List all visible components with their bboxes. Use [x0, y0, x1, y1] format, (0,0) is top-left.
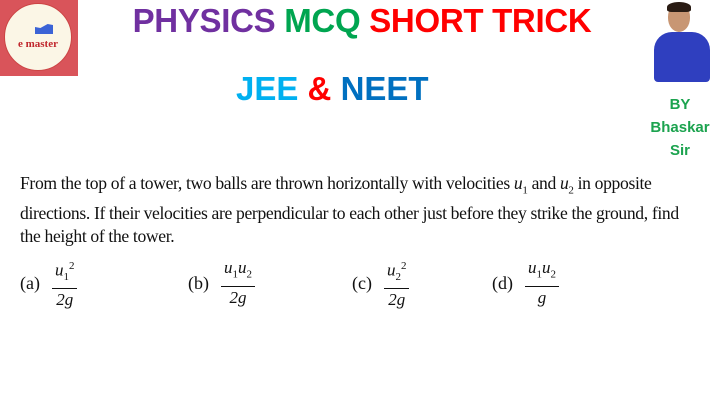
- option-a[interactable]: [20, 257, 77, 309]
- logo-text: e master: [17, 38, 58, 50]
- question-part1: From the top of a tower, two balls are thrown horizontally with velocities: [20, 173, 514, 193]
- exam-subtitle: [236, 70, 429, 108]
- subtitle-amp: &: [307, 70, 332, 107]
- fraction: [221, 257, 255, 308]
- fraction: [525, 257, 559, 308]
- subscript: 2: [395, 271, 401, 284]
- question-text: [20, 172, 680, 247]
- denominator: g: [537, 287, 547, 307]
- var-u: u: [513, 173, 523, 193]
- fraction: [384, 255, 410, 311]
- numerator-2: u: [238, 258, 247, 278]
- option-label: (c): [352, 272, 372, 293]
- author-title: Sir: [669, 142, 690, 159]
- denominator: 2g: [56, 290, 74, 310]
- denominator: 2g: [388, 290, 406, 310]
- subscript: 1: [536, 268, 542, 281]
- option-c[interactable]: [352, 257, 409, 309]
- superscript: 2: [68, 259, 75, 272]
- question-part2: in opposite directions. If their velocities are perpendicular to each other just before they strike the ground, find the height of the tower.: [20, 173, 679, 246]
- subscript: 1: [232, 268, 238, 281]
- subscript-2: 2: [550, 268, 556, 281]
- option-label: (a): [20, 272, 40, 293]
- option-b[interactable]: [188, 257, 255, 309]
- subscript: 1: [63, 271, 69, 284]
- author-credit: [640, 93, 720, 162]
- subscript-2: 2: [246, 268, 252, 281]
- options-row: [0, 257, 720, 317]
- title-mcq: MCQ: [284, 2, 361, 39]
- title-short-trick: SHORT TRICK: [369, 2, 592, 39]
- sub-2: 2: [568, 184, 574, 197]
- author-by: BY: [669, 96, 691, 113]
- denominator: 2g: [229, 287, 247, 307]
- numerator: u: [54, 260, 64, 280]
- author-name: Bhaskar: [650, 119, 710, 136]
- option-label: (b): [188, 272, 209, 293]
- numerator-2: u: [542, 258, 551, 278]
- option-label: (d): [492, 272, 513, 293]
- option-d[interactable]: [492, 257, 559, 309]
- teacher-shirt: [654, 32, 710, 82]
- question-and: and: [527, 173, 560, 193]
- numerator: u: [528, 258, 537, 278]
- sub-1: 1: [522, 184, 528, 197]
- subtitle-jee: JEE: [236, 70, 299, 107]
- numerator: u: [224, 258, 233, 278]
- var-u: u: [559, 173, 569, 193]
- fraction: [52, 255, 78, 311]
- title-physics: PHYSICS: [132, 2, 276, 39]
- subtitle-neet: NEET: [340, 70, 429, 107]
- numerator: u: [386, 260, 396, 280]
- teacher-hair: [667, 2, 691, 12]
- teacher-photo: [642, 2, 714, 82]
- superscript: 2: [400, 259, 407, 272]
- page-title: [0, 2, 720, 40]
